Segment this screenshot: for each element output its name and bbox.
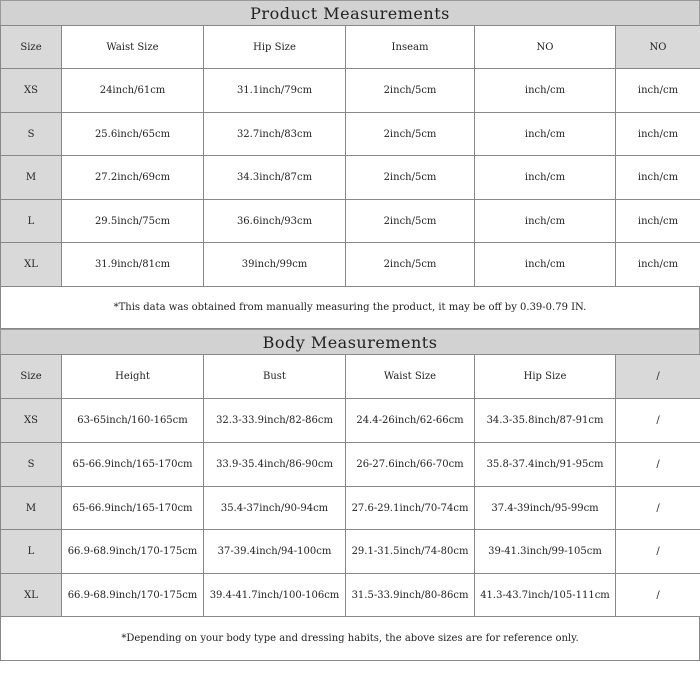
table-cell: inch/cm [616, 243, 700, 287]
header-cell: Inseam [346, 26, 475, 69]
table-cell: 39.4-41.7inch/100-106cm [204, 574, 346, 617]
header-cell: Size [1, 355, 62, 399]
header-cell: Waist Size [62, 26, 204, 69]
table-row [1, 574, 700, 617]
table-cell: 34.3-35.8inch/87-91cm [475, 399, 616, 443]
table-cell: 31.1inch/79cm [204, 69, 346, 113]
table-cell: 34.3inch/87cm [204, 156, 346, 200]
table-row [1, 399, 700, 443]
table-cell: 35.4-37inch/90-94cm [204, 487, 346, 530]
table-cell: inch/cm [616, 200, 700, 243]
table-cell: inch/cm [475, 69, 616, 113]
header-cell: Bust [204, 355, 346, 399]
table-cell: 2inch/5cm [346, 69, 475, 113]
table-cell: 65-66.9inch/165-170cm [62, 443, 204, 487]
table-cell: 2inch/5cm [346, 243, 475, 287]
table-cell: 65-66.9inch/165-170cm [62, 487, 204, 530]
header-cell: NO [475, 26, 616, 69]
table-cell: 66.9-68.9inch/170-175cm [62, 574, 204, 617]
table-cell: 63-65inch/160-165cm [62, 399, 204, 443]
table-cell: 24.4-26inch/62-66cm [346, 399, 475, 443]
size-label: XL [1, 243, 62, 287]
header-cell: / [616, 355, 700, 399]
table-cell: inch/cm [475, 113, 616, 156]
table-row [1, 443, 700, 487]
table-cell: 31.9inch/81cm [62, 243, 204, 287]
table-cell: 37.4-39inch/95-99cm [475, 487, 616, 530]
table-cell: 66.9-68.9inch/170-175cm [62, 530, 204, 574]
size-label: S [1, 443, 62, 487]
table-cell: 29.1-31.5inch/74-80cm [346, 530, 475, 574]
header-cell: Hip Size [475, 355, 616, 399]
table-cell: 35.8-37.4inch/91-95cm [475, 443, 616, 487]
table-header-row [1, 355, 700, 399]
table-cell: 32.7inch/83cm [204, 113, 346, 156]
product-measurements-title: Product Measurements [0, 0, 700, 25]
body-measurement-note: *Depending on your body type and dressing habits, the above sizes are for reference only. [0, 617, 700, 661]
size-label: M [1, 487, 62, 530]
table-row [1, 113, 700, 156]
table-cell: 32.3-33.9inch/82-86cm [204, 399, 346, 443]
table-header-row [1, 26, 700, 69]
table-cell: 26-27.6inch/66-70cm [346, 443, 475, 487]
table-cell: inch/cm [475, 156, 616, 200]
table-cell: 25.6inch/65cm [62, 113, 204, 156]
table-row [1, 243, 700, 287]
table-cell: inch/cm [616, 69, 700, 113]
table-cell: 36.6inch/93cm [204, 200, 346, 243]
product-measurement-note: *This data was obtained from manually measuring the product, it may be off by 0.39-0.79 IN. [0, 287, 700, 329]
table-row [1, 69, 700, 113]
table-cell: 41.3-43.7inch/105-111cm [475, 574, 616, 617]
size-label: L [1, 200, 62, 243]
table-cell: / [616, 530, 700, 574]
header-cell: Height [62, 355, 204, 399]
size-label: XS [1, 399, 62, 443]
table-cell: 31.5-33.9inch/80-86cm [346, 574, 475, 617]
table-cell: / [616, 443, 700, 487]
size-label: M [1, 156, 62, 200]
table-cell: / [616, 399, 700, 443]
table-cell: 37-39.4inch/94-100cm [204, 530, 346, 574]
table-cell: 29.5inch/75cm [62, 200, 204, 243]
body-measurements-title: Body Measurements [0, 329, 700, 354]
table-cell: 39-41.3inch/99-105cm [475, 530, 616, 574]
table-cell: inch/cm [475, 243, 616, 287]
table-row [1, 156, 700, 200]
table-cell: 24inch/61cm [62, 69, 204, 113]
size-label: XS [1, 69, 62, 113]
header-cell: Hip Size [204, 26, 346, 69]
size-label: L [1, 530, 62, 574]
table-cell: 39inch/99cm [204, 243, 346, 287]
table-cell: 33.9-35.4inch/86-90cm [204, 443, 346, 487]
table-cell: / [616, 487, 700, 530]
header-cell: NO [616, 26, 700, 69]
product-measurements-table [0, 25, 700, 287]
table-cell: inch/cm [475, 200, 616, 243]
header-cell: Waist Size [346, 355, 475, 399]
table-cell: inch/cm [616, 156, 700, 200]
table-cell: 2inch/5cm [346, 200, 475, 243]
table-cell: inch/cm [616, 113, 700, 156]
table-row [1, 530, 700, 574]
header-cell: Size [1, 26, 62, 69]
size-label: XL [1, 574, 62, 617]
table-cell: 2inch/5cm [346, 156, 475, 200]
table-cell: 2inch/5cm [346, 113, 475, 156]
table-cell: / [616, 574, 700, 617]
size-label: S [1, 113, 62, 156]
body-measurements-table [0, 354, 700, 617]
table-row [1, 200, 700, 243]
table-row [1, 487, 700, 530]
table-cell: 27.6-29.1inch/70-74cm [346, 487, 475, 530]
table-cell: 27.2inch/69cm [62, 156, 204, 200]
